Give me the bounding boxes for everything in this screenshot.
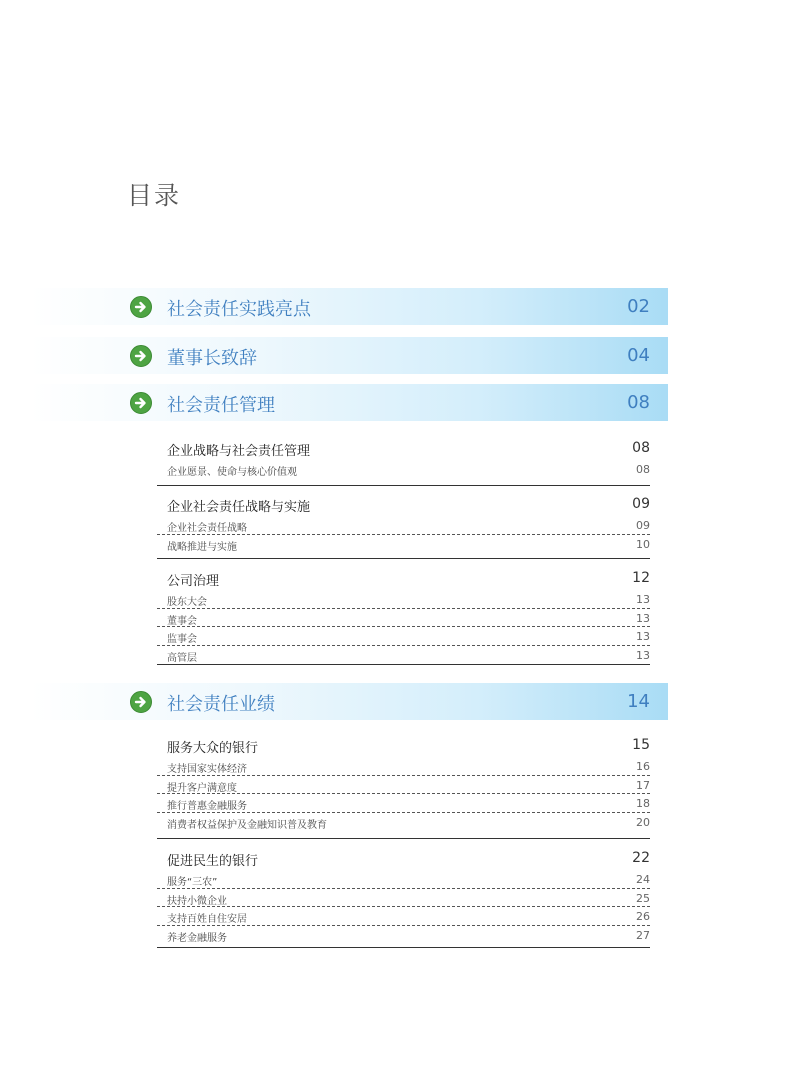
toc-item[interactable] [157,870,650,889]
item-page: 13 [636,611,650,625]
toc-group [157,440,650,486]
toc-item[interactable] [157,757,650,776]
item-page: 20 [636,815,650,829]
item-label: 支持国家实体经济 [167,764,247,775]
page-title: 目录 [127,181,182,210]
item-label: 高管层 [167,652,197,664]
toc-item[interactable] [157,460,650,486]
item-page: 13 [636,593,650,606]
section-bar-performance[interactable] [30,683,668,720]
section-page: 02 [627,296,650,317]
section-page: 14 [627,691,650,712]
group-heading[interactable] [157,570,650,590]
section-label: 社会责任业绩 [167,694,275,715]
toc-item[interactable] [157,889,650,908]
item-label: 企业社会责任战略 [167,523,247,534]
item-label: 企业愿景、使命与核心价值观 [167,467,297,478]
item-page: 25 [636,891,650,905]
group-page: 15 [632,737,650,753]
toc-item[interactable] [157,794,650,813]
toc-group [157,850,650,948]
section-page: 04 [627,345,650,366]
toc-item[interactable] [157,627,650,646]
section-label: 董事长致辞 [167,348,257,369]
toc-item[interactable] [157,907,650,926]
item-label: 扶持小微企业 [167,895,227,907]
toc-item[interactable] [157,776,650,795]
item-page: 13 [636,648,650,662]
section-label: 社会责任管理 [167,395,275,416]
toc-group [157,570,650,665]
arrow-right-circle-icon [130,345,152,367]
item-page: 17 [636,778,650,792]
item-label: 监事会 [167,634,197,645]
item-label: 服务“三农” [167,877,218,888]
toc-group [157,496,650,559]
item-page: 18 [636,797,650,810]
group-title: 企业战略与社会责任管理 [167,444,311,459]
group-title: 促进民生的银行 [167,854,259,869]
section-label: 社会责任实践亮点 [167,299,311,320]
item-label: 股东大会 [167,597,207,608]
item-label: 战略推进与实施 [167,541,237,553]
item-page: 16 [636,760,650,773]
group-heading[interactable] [157,850,650,870]
item-page: 08 [636,463,650,476]
group-title: 企业社会责任战略与实施 [167,500,311,515]
section-page: 08 [627,392,650,413]
arrow-right-circle-icon [130,392,152,414]
toc-item[interactable] [157,926,650,948]
group-heading[interactable] [157,496,650,516]
item-label: 推行普惠金融服务 [167,801,247,812]
group-title: 公司治理 [167,574,220,589]
group-title: 服务大众的银行 [167,741,259,756]
toc-item[interactable] [157,535,650,559]
group-heading[interactable] [157,440,650,460]
toc-group [157,737,650,839]
item-page: 10 [636,537,650,551]
group-page: 12 [632,570,650,586]
group-page: 09 [632,496,650,512]
item-page: 24 [636,873,650,886]
arrow-right-circle-icon [130,296,152,318]
toc-item[interactable] [157,609,650,628]
section-bar-management[interactable] [30,384,668,421]
toc-item[interactable] [157,516,650,535]
item-label: 消费者权益保护及金融知识普及教育 [167,819,327,831]
item-page: 13 [636,630,650,643]
item-label: 养老金融服务 [167,932,227,944]
group-page: 08 [632,440,650,456]
item-page: 09 [636,519,650,532]
group-page: 22 [632,850,650,866]
toc-item[interactable] [157,590,650,609]
section-bar-chairman[interactable] [30,337,668,374]
section-bar-highlights[interactable] [30,288,668,325]
group-heading[interactable] [157,737,650,757]
item-label: 提升客户满意度 [167,782,237,794]
toc-item[interactable] [157,646,650,665]
item-page: 27 [636,928,650,942]
item-page: 26 [636,910,650,923]
item-label: 董事会 [167,615,197,627]
arrow-right-circle-icon [130,691,152,713]
toc-item[interactable] [157,813,650,839]
item-label: 支持百姓自住安居 [167,914,247,925]
